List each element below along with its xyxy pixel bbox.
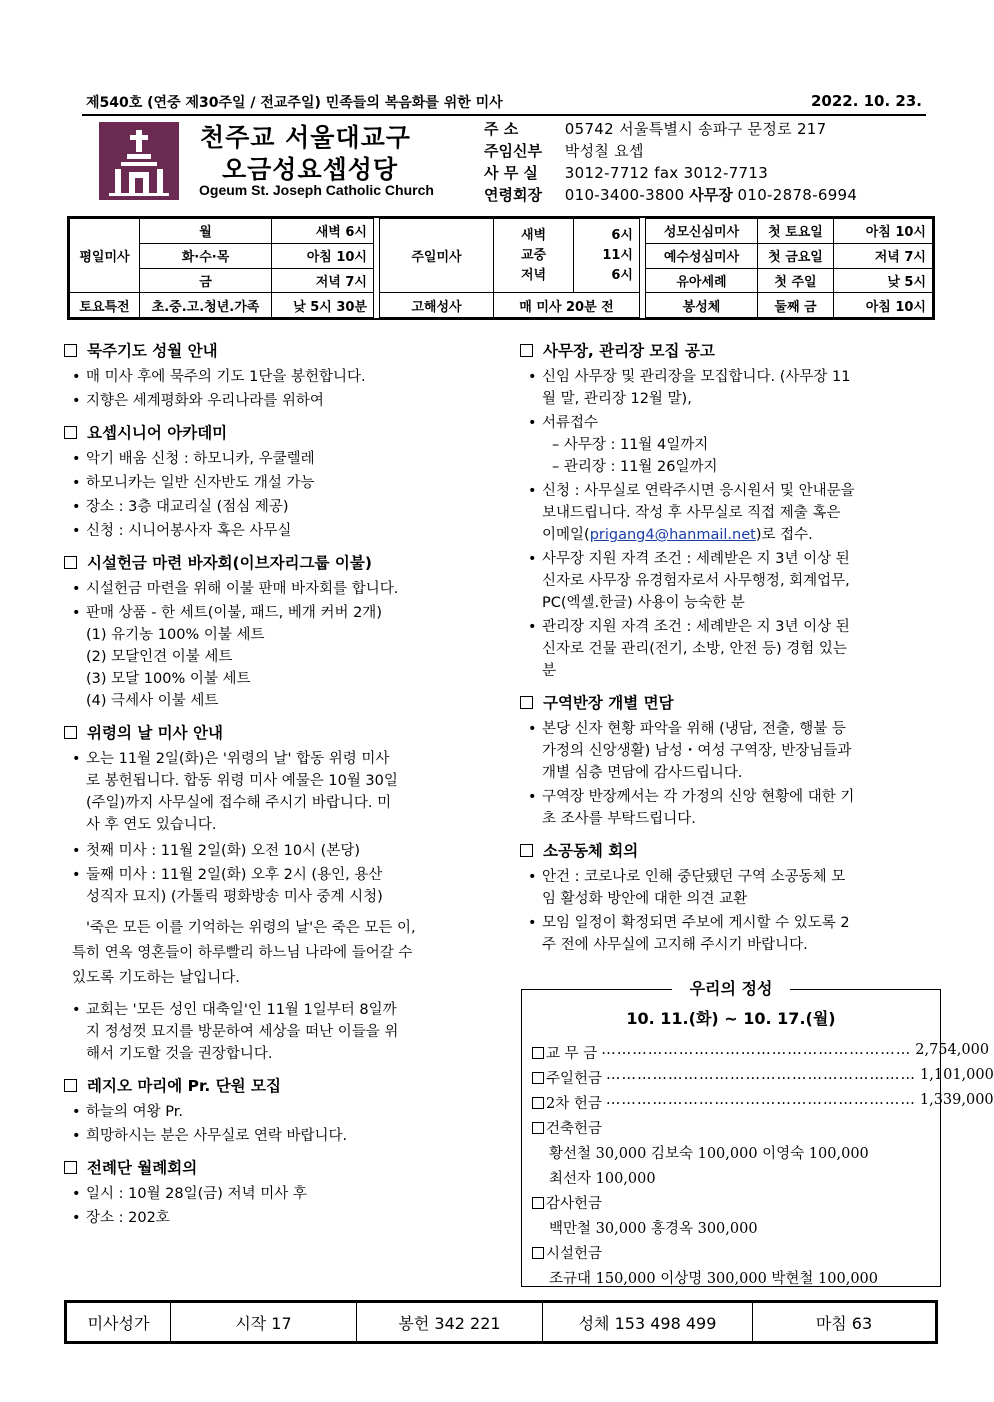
list-item: • 악기 배움 신청 : 하모니카, 우쿨렐레	[72, 451, 315, 467]
weekday-mon-time: 새벽 6시	[272, 219, 374, 244]
offering-thanks-donors: 백만철 30,000 홍경옥 300,000	[549, 1221, 758, 1237]
office-value: 3012-7712 fax 3012-7713	[564, 164, 769, 182]
list-item: • 신청 : 사무실로 연락주시면 응시원서 및 안내문을 보내드립니다. 작성 후 사무실로 직접 제출 혹은 이메일(prigang4@hanmail.net)로 접수.	[528, 483, 855, 543]
list-item: • 하늘의 여왕 Pr.	[72, 1104, 183, 1120]
list-item: • 둘째 미사 : 11월 2일(화) 오후 2시 (용인, 용산 성직자 묘지) (가톨릭 평화방송 미사 중계 시청)	[72, 867, 383, 905]
weekday-tue-wed-thu: 화·수·목	[140, 243, 272, 268]
hymn-offertory: 봉헌 342 221	[357, 1303, 543, 1342]
list-item: • 시설헌금 마련을 위해 이불 판매 바자회를 합니다.	[72, 581, 399, 597]
offering-facility-label: 시설헌금	[532, 1242, 932, 1263]
bazaar-product-3: (3) 모달 100% 이불 세트	[86, 671, 251, 687]
sacristan-value: 010-2878-6994	[737, 186, 858, 204]
list-item: • 희망하시는 분은 사무실로 연락 바랍니다.	[72, 1128, 348, 1144]
council-value: 010-3400-3800	[564, 186, 685, 204]
rite3-day: 첫 주일	[758, 268, 834, 293]
section-legio-title: 레지오 마리에 Pr. 단원 모집	[64, 1075, 484, 1097]
list-item: • 장소 : 202호	[72, 1210, 170, 1226]
sunday-dawn-time: 6시	[611, 227, 633, 243]
address-row	[484, 118, 827, 139]
priest-row	[484, 140, 644, 161]
rite1-time: 아침 10시	[834, 219, 933, 244]
rite2-day: 첫 금요일	[758, 243, 834, 268]
offering-row-dues: 교 무 금 …………………………………………………… 2,754,000	[532, 1042, 932, 1063]
offering-thanks-label: 감사헌금	[532, 1192, 932, 1213]
address-value: 05742 서울특별시 송파구 문정로 217	[564, 120, 827, 138]
rite3-time: 낮 5시	[834, 268, 933, 293]
hymn-label: 미사성가	[67, 1303, 171, 1342]
offerings-box	[521, 979, 994, 1287]
issue-header	[82, 92, 926, 116]
section-recruit-title: 사무장, 관리장 모집 공고	[520, 340, 944, 362]
list-item: • 교회는 '모든 성인 대축일'인 11월 1일부터 8일까 지 정성껏 묘지를 방문하여 세상을 떠난 이들을 위 해서 기도할 것을 권장합니다.	[72, 1002, 399, 1062]
sunday-evening: 저녁	[520, 267, 547, 283]
rite4-time: 아침 10시	[834, 293, 933, 318]
list-item: • 안건 : 코로나로 인해 중단됐던 구역 소공동체 모 임 활성화 방안에 대한 의견 교환	[528, 869, 846, 907]
list-item: • 장소 : 3층 대교리실 (점심 제공)	[72, 499, 289, 515]
bazaar-product-2: (2) 모달인견 이불 세트	[86, 649, 233, 665]
list-item: • 구역장 반장께서는 각 가정의 신앙 현황에 대한 기 초 조사를 부탁드립니다.	[528, 789, 855, 827]
office-label: 사 무 실	[484, 164, 538, 182]
saturday-time: 낮 5시 30분	[272, 293, 374, 318]
sacristan-label: 사무장	[689, 186, 733, 204]
sunday-mass-times	[494, 219, 574, 293]
offering-row-sunday: 주일헌금 …………………………………………………… 1,101,000	[532, 1067, 932, 1088]
right-column	[520, 340, 944, 958]
hymn-start: 시작 17	[171, 1303, 357, 1342]
list-item: • 판매 상품 - 한 세트(이불, 패드, 베개 커버 2개) (1) 유기농 100% 이불 세트 (2) 모달인견 이불 세트 (3) 모달 100% 이불 세트 (4) 극세사 이불 세트	[64, 602, 484, 712]
list-item: • 관리장 지원 자격 조건 : 세례받은 지 3년 이상 된 신자로 건물 관리(전기, 소방, 안전 등) 경험 있는 분	[528, 619, 850, 679]
saturday-label: 토요특전	[70, 293, 140, 318]
address-label: 주 소	[484, 120, 519, 138]
offering-row-second: 2차 헌금 …………………………………………………… 1,339,000	[532, 1092, 932, 1113]
church-name: 오금성요셉성당	[222, 155, 399, 184]
list-item: • 오는 11월 2일(화)은 '위령의 날' 합동 위령 미사 로 봉헌됩니다. 합동 위령 미사 예물은 10월 30일 (주일)까지 사무실에 접수해 주시기 바랍니다. 미 사 후 연도 있습니다.	[72, 751, 398, 833]
section-liturgy-meeting-title: 전례단 월례회의	[64, 1157, 484, 1179]
weekday-tue-wed-thu-time: 아침 10시	[272, 243, 374, 268]
list-item: • 사무장 지원 자격 조건 : 세례받은 지 3년 이상 된 신자로 사무장 유경험자로서 사무행정, 회계업무, PC(엑셀.한글) 사용이 능숙한 분	[528, 551, 850, 611]
archdiocese-name: 천주교 서울대교구	[200, 123, 411, 152]
rite1-day: 첫 토요일	[758, 219, 834, 244]
rite2-time: 저녁 7시	[834, 243, 933, 268]
rite4-day: 둘째 금	[758, 293, 834, 318]
confession-label: 고해성사	[380, 293, 494, 318]
list-item: • 매 미사 후에 묵주의 기도 1단을 봉헌합니다.	[72, 369, 366, 385]
rite4-label: 봉성체	[646, 293, 758, 318]
saturday-group: 초.중.고.청년.가족	[140, 293, 272, 318]
church-name-english: Ogeum St. Joseph Catholic Church	[199, 182, 434, 198]
list-item: • 모임 일정이 확정되면 주보에 게시할 수 있도록 2 주 전에 사무실에 고지해 주시기 바랍니다.	[528, 915, 850, 953]
rite2-label: 예수성심미사	[646, 243, 758, 268]
weekday-mon: 월	[140, 219, 272, 244]
priest-value: 박성칠 요셉	[564, 142, 644, 160]
mass-schedule-table	[67, 216, 935, 320]
council-label: 연령회장	[484, 186, 542, 204]
email-link[interactable]: prigang4@hanmail.net	[589, 527, 756, 543]
list-item: • 일시 : 10월 28일(금) 저녁 미사 후	[72, 1186, 307, 1202]
list-item: • 신청 : 시니어봉사자 혹은 사무실	[72, 523, 292, 539]
sunday-mass-label: 주일미사	[380, 219, 494, 293]
left-column	[64, 340, 484, 1231]
all-souls-paragraph: '죽은 모든 이를 기억하는 위령의 날'은 죽은 모든 이, 특히 연옥 영혼들이 하루빨리 하느님 나라에 들어갈 수 있도록 기도하는 날입니다.	[72, 920, 416, 986]
sunday-mass-hours	[574, 219, 640, 293]
rite3-label: 유아세례	[646, 268, 758, 293]
list-item: • 서류접수 – 사무장 : 11월 4일까지 – 관리장 : 11월 26일까지	[528, 415, 718, 475]
office-row	[484, 162, 768, 183]
weekday-mass-label: 평일미사	[70, 219, 140, 293]
section-rosary-title: 묵주기도 성월 안내	[64, 340, 484, 362]
rite1-label: 성모신심미사	[646, 219, 758, 244]
sunday-main-time: 11시	[602, 247, 633, 263]
issue-line: 제540호 (연중 제30주일 / 전교주일) 민족들의 복음화를 위한 미사	[86, 95, 503, 111]
list-item: • 본당 신자 현황 파악을 위해 (냉담, 전출, 행불 등 가정의 신앙생활) 남성・여성 구역장, 반장님들과 개별 심층 면담에 감사드립니다.	[528, 721, 852, 781]
sunday-main: 교중	[520, 247, 547, 263]
priest-label: 주임신부	[484, 142, 542, 160]
list-item: • 첫째 미사 : 11월 2일(화) 오전 10시 (본당)	[72, 843, 360, 859]
offering-facility-donors: 조규대 150,000 이상명 300,000 박현철 100,000	[549, 1271, 878, 1287]
hymn-communion: 성체 153 498 499	[543, 1303, 753, 1342]
section-all-souls-title: 위령의 날 미사 안내	[64, 722, 484, 744]
offering-building-donors-1: 황선철 30,000 김보숙 100,000 이영숙 100,000	[549, 1146, 869, 1162]
weekday-fri-time: 저녁 7시	[272, 268, 374, 293]
hymn-closing: 마침 63	[753, 1303, 936, 1342]
list-item: • 신임 사무장 및 관리장을 모집합니다. (사무장 11 월 말, 관리장 12월 말),	[528, 369, 851, 407]
section-bazaar-title: 시설헌금 마련 바자회(이브자리그룹 이불)	[64, 552, 484, 574]
hymn-table	[64, 1300, 938, 1344]
offering-building-donors-2: 최선자 100,000	[549, 1171, 656, 1187]
bazaar-product-1: (1) 유기농 100% 이불 세트	[86, 627, 265, 643]
church-logo	[99, 122, 179, 200]
sunday-evening-time: 6시	[611, 267, 633, 283]
bazaar-product-4: (4) 극세사 이불 세트	[86, 693, 219, 709]
offerings-period: 10. 11.(화) ~ 10. 17.(월)	[626, 1009, 836, 1028]
section-community-title: 소공동체 회의	[520, 840, 944, 862]
section-interview-title: 구역반장 개별 면담	[520, 692, 944, 714]
sunday-dawn: 새벽	[520, 227, 547, 243]
section-senior-academy-title: 요셉시니어 아카데미	[64, 422, 484, 444]
council-row	[484, 184, 857, 205]
issue-date: 2022. 10. 23.	[810, 92, 922, 110]
list-item: • 하모니카는 일반 신자반도 개설 가능	[72, 475, 315, 491]
offerings-title: 우리의 정성	[672, 979, 791, 998]
list-item: • 지향은 세계평화와 우리나라를 위하여	[72, 393, 324, 409]
confession-time: 매 미사 20분 전	[494, 293, 640, 318]
offering-building-label: 건축헌금	[532, 1117, 932, 1138]
weekday-fri: 금	[140, 268, 272, 293]
